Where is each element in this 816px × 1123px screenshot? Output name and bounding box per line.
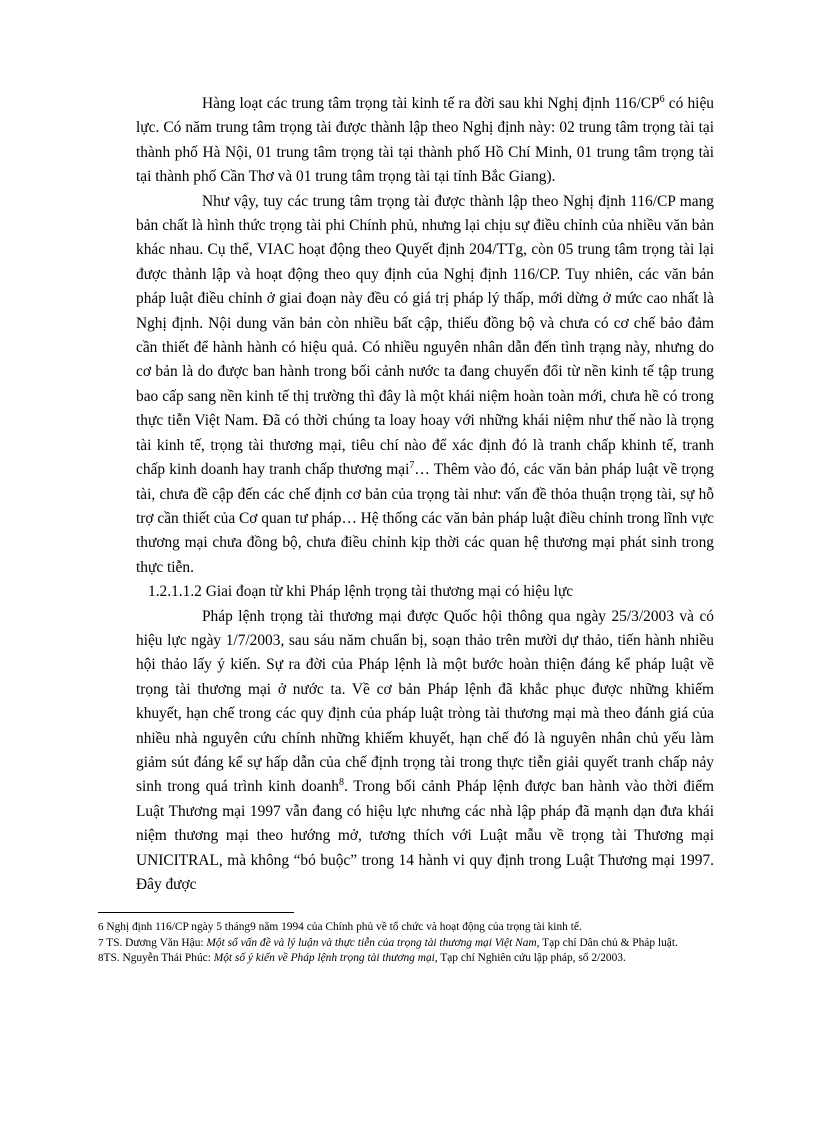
footnote-author: TS. Nguyễn Thái Phúc: — [103, 952, 214, 965]
paragraph-2 — [136, 190, 714, 581]
footnote-number: 6 — [98, 921, 104, 933]
paragraph-3 — [136, 605, 714, 898]
paragraph-1-text-cont: có hiệu lực. Có năm trung tâm trọng tài được thành lập theo Nghị định này: 02 trung tâm trọng tài tại thành phố Hà Nội, 01 trung tâm trọng tài tại thành phố Hồ Chí Minh, 01 trung tâm trọng tài tại thành phố Cần Thơ và 01 trung tâm trọng tài tại tỉnh Bắc Giang). — [136, 95, 714, 186]
footnote-text: Nghị định 116/CP ngày 5 tháng9 năm 1994 của Chính phủ về tổ chức và hoạt động của trọng tài kinh tế. — [103, 921, 582, 933]
footnote-title: Một số vấn đề và lý luận và thực tiễn của trọng tài thương mại Việt Nam, — [206, 936, 540, 949]
footnote-title: Một số ý kiến về Pháp lệnh trọng tài thương mại, — [213, 952, 438, 965]
body-text — [136, 92, 714, 897]
paragraph-3-text-cont: . Trong bối cảnh Pháp lệnh được ban hành vào thời điểm Luật Thương mại 1997 vẫn đang có hiệu lực nhưng các nhà lập pháp đã mạnh dạn đưa khái niệm thương mại theo hướng mở, tương thích với Luật mẫu về trọng tài Thương mại UNICITRAL, mà không “bó buộc” trong 14 hành vi quy định trong Luật Thương mại 1997. Đây được — [136, 778, 714, 893]
footnote-number: 8 — [98, 952, 104, 965]
footnote-6 — [98, 920, 718, 936]
paragraph-1 — [136, 92, 714, 190]
footnote-separator — [98, 912, 294, 913]
paragraph-1-text: Hàng loạt các trung tâm trọng tài kinh tế ra đời sau khi Nghị định 116/CP — [202, 95, 660, 112]
paragraph-3-text: Pháp lệnh trọng tài thương mại được Quốc hội thông qua ngày 25/3/2003 và có hiệu lực ngày 1/7/2003, sau sáu năm chuẩn bị, soạn thảo trên mười dự thảo, tiến hành nhiều hội thảo lấy ý kiến. Sự ra đời của Pháp lệnh là một bước hoàn thiện đáng kể pháp luật về trọng tài thương mại ở nước ta. Về cơ bản Pháp lệnh đã khắc phục được những khiếm khuyết, hạn chế trong các quy định của pháp luật tròng tài thương mại mà theo đánh giá của nhiều nhà nguyên cứu chính những khiếm khuyết, hạn chế đó là nguyên nhân chủ yếu làm giảm sút đáng kể sự hấp dẫn của chế định trọng tài trong thực tiễn giải quyết tranh chấp nảy sinh trong quá trình kinh doanh — [136, 607, 714, 796]
footnote-ref-6: 6 — [659, 93, 665, 105]
footnote-source: Tạp chí Dân chủ & Pháp luật. — [539, 936, 678, 949]
footnote-7 — [98, 936, 718, 952]
footnote-ref-8: 8 — [338, 777, 344, 789]
footnote-8 — [98, 951, 718, 967]
footnote-number: 7 — [98, 936, 104, 949]
footnotes — [98, 920, 718, 967]
paragraph-2-text-cont: … Thêm vào đó, các văn bản pháp luật về trọng tài, chưa đề cập đến các chế định cơ bản của trọng tài như: vấn đề thỏa thuận trọng tài, sự hỗ trợ cần thiết của Cơ quan tư pháp… Hệ thống các văn bản pháp luật điều chỉnh trong lĩnh vực thương mại chưa đồng bộ, chưa điều chỉnh kịp thời các quan hệ thương mại phát sinh trong thực tiễn. — [136, 461, 714, 576]
footnote-ref-7: 7 — [409, 459, 415, 471]
footnote-author: TS. Dương Văn Hậu: — [103, 936, 207, 949]
footnote-source: Tạp chí Nghiên cứu lập pháp, số 2/2003. — [437, 952, 626, 965]
section-heading: 1.2.1.1.2 Giai đoạn từ khi Pháp lệnh trọng tài thương mại có hiệu lực — [148, 583, 574, 601]
paragraph-2-text: Như vậy, tuy các trung tâm trọng tài được thành lập theo Nghị định 116/CP mang bản chất là hình thức trọng tài phi Chính phủ, nhưng lại chịu sự điều chỉnh của nhiều văn bản khác nhau. Cụ thể, VIAC hoạt động theo Quyết định 204/TTg, còn 05 trung tâm trọng tài lại được thành lập và hoạt động theo quy định của Nghị định 116/CP. Tuy nhiên, các văn bản pháp luật điều chỉnh ở giai đoạn này đều có giá trị pháp lý thấp, mới dừng ở mức cao nhất là Nghị định. Nội dung văn bản còn nhiều bất cập, thiếu đồng bộ và chưa có cơ chế bảo đảm cần thiết để hành hành có hiệu quả. Có nhiều nguyên nhân dẫn đến tình trạng này, nhưng do cơ bản là do được ban hành trong bối cảnh nước ta đang chuyển đổi từ nền kinh tế tập trung bao cấp sang nền kinh tế thị trường thì đây là một khái niệm hoàn toàn mới, chưa hề có trong thực tiễn Việt Nam. Đã có thời chúng ta loay hoay với những khái niệm như thế nào là trọng tài kinh tế, trọng tài thương mại, tiêu chí nào để xác định đó là tranh chấp khinh tế, tranh chấp kinh doanh hay tranh chấp thương mại — [136, 192, 714, 479]
